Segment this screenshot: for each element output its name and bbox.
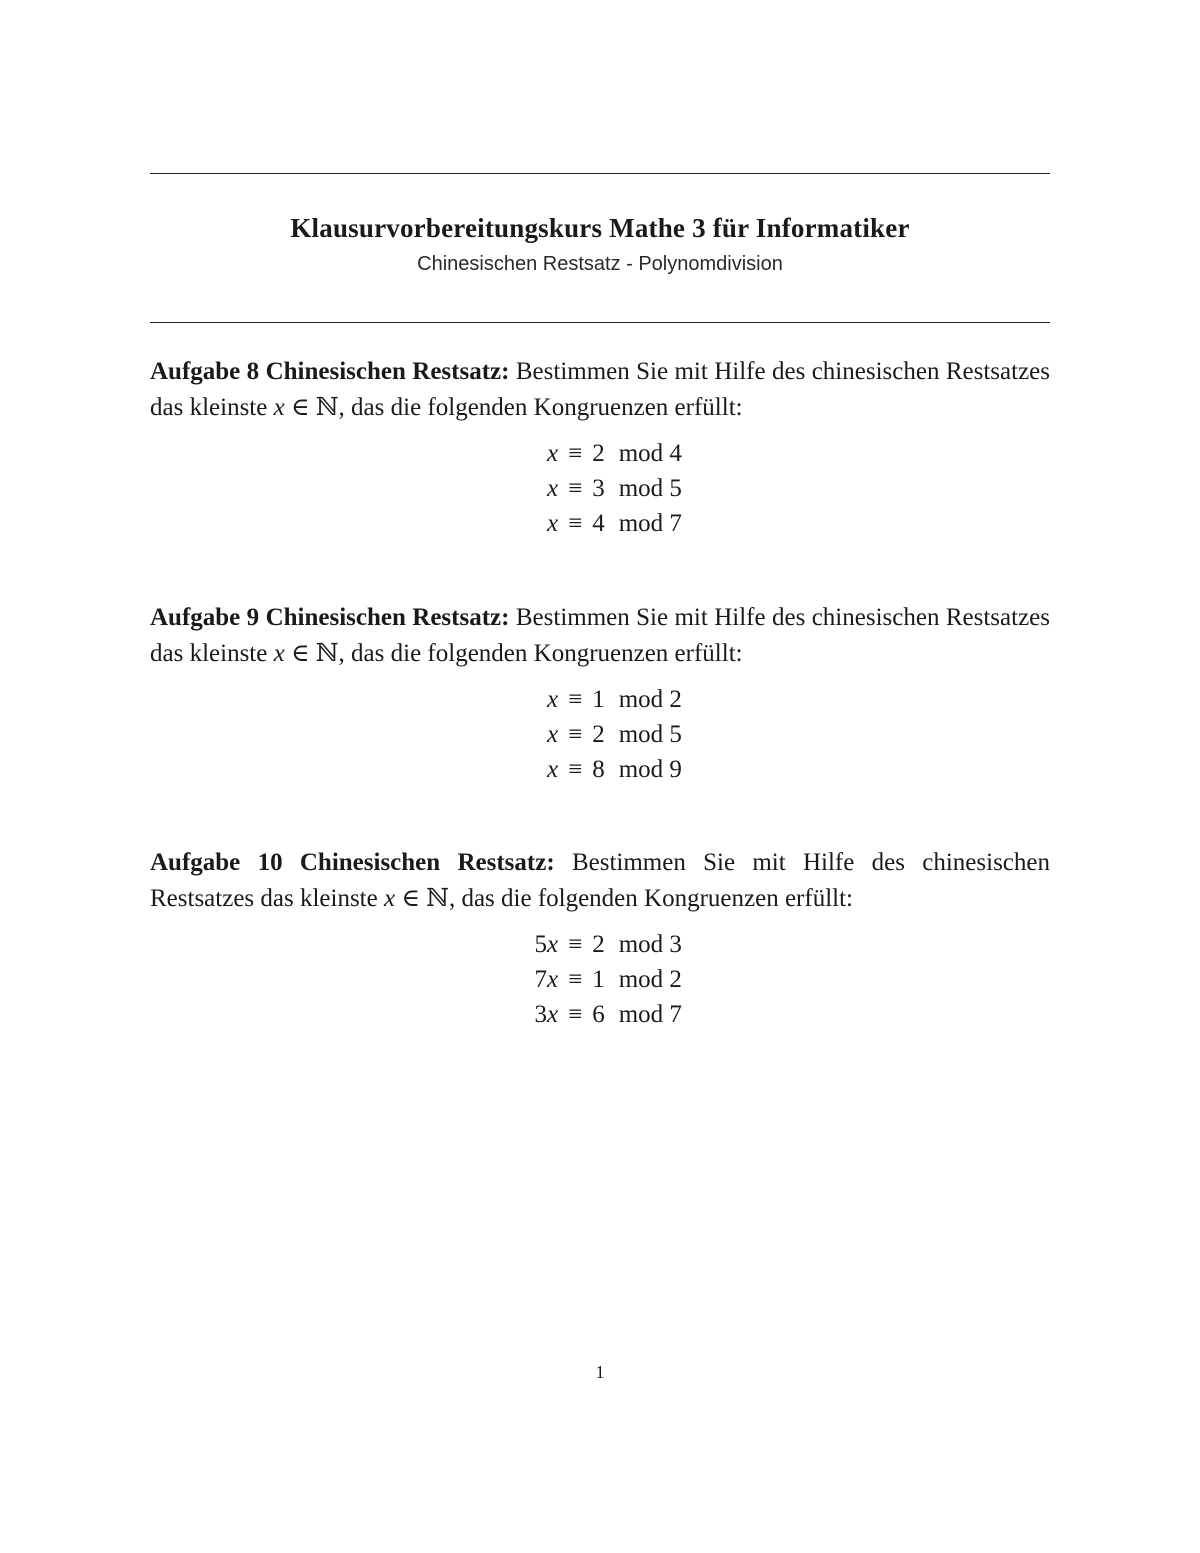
task-10-variable: x xyxy=(383,885,396,912)
congruence-coefficient: 3 xyxy=(534,1001,547,1028)
congruence-modulus: mod 4 xyxy=(618,440,682,467)
congruence-remainder: 1 xyxy=(592,686,605,713)
congruence-remainder: 8 xyxy=(592,756,605,783)
congruence-modulus: mod 2 xyxy=(618,966,682,993)
congruence-symbol: ≡ xyxy=(568,756,583,783)
task-9-text-before: Bestimmen Sie mit Hilfe des chinesischen Restsatzes das kleinste xyxy=(150,604,1050,667)
congruence-modulus: mod 7 xyxy=(618,1001,682,1028)
congruence-row xyxy=(150,436,1050,471)
congruence-modulus: mod 2 xyxy=(618,686,682,713)
task-10-text xyxy=(150,845,1050,917)
congruence-modulus: mod 3 xyxy=(618,931,682,958)
page-title: Klausurvorbereitungskurs Mathe 3 für Informatiker xyxy=(290,213,910,243)
congruence-row xyxy=(150,471,1050,506)
task-10 xyxy=(150,845,1050,1032)
task-10-heading: Aufgabe 10 Chinesischen Restsatz: xyxy=(150,849,555,876)
congruence-remainder: 2 xyxy=(592,721,605,748)
congruence-row xyxy=(150,752,1050,787)
congruence-modulus: mod 5 xyxy=(618,721,682,748)
task-9-congruences xyxy=(150,682,1050,787)
bottom-rule xyxy=(150,322,1050,323)
congruence-row xyxy=(150,682,1050,717)
congruence-symbol: ≡ xyxy=(568,475,583,502)
congruence-symbol: ≡ xyxy=(568,510,583,537)
congruence-variable: x xyxy=(546,440,559,467)
task-8-text xyxy=(150,354,1050,426)
task-9-variable: x xyxy=(273,640,285,667)
congruence-modulus: mod 7 xyxy=(618,510,682,537)
task-8-text-after: ∈ ℕ, das die folgenden Kongruenzen erfüllt: xyxy=(284,394,743,421)
congruence-variable: x xyxy=(546,931,559,958)
congruence-row xyxy=(150,717,1050,752)
task-9 xyxy=(150,600,1050,787)
task-9-text-after: ∈ ℕ, das die folgenden Kongruenzen erfüllt: xyxy=(284,640,743,667)
congruence-symbol: ≡ xyxy=(568,686,583,713)
congruence-remainder: 2 xyxy=(592,440,605,467)
congruence-variable: x xyxy=(546,966,559,993)
task-9-text xyxy=(150,600,1050,672)
top-rule xyxy=(150,173,1050,174)
congruence-modulus: mod 9 xyxy=(618,756,682,783)
task-10-text-after: ∈ ℕ, das die folgenden Kongruenzen erfüllt: xyxy=(395,885,853,912)
congruence-variable: x xyxy=(546,475,559,502)
congruence-modulus: mod 5 xyxy=(618,475,682,502)
congruence-symbol: ≡ xyxy=(568,931,583,958)
page-number: 1 xyxy=(595,1362,605,1382)
congruence-variable: x xyxy=(546,721,559,748)
congruence-remainder: 4 xyxy=(592,510,605,537)
congruence-row xyxy=(150,506,1050,541)
congruence-variable: x xyxy=(546,1001,559,1028)
congruence-symbol: ≡ xyxy=(568,721,583,748)
congruence-variable: x xyxy=(546,756,559,783)
congruence-remainder: 6 xyxy=(592,1001,605,1028)
task-10-text-before: Bestimmen Sie mit Hilfe des chinesischen Restsatzes das kleinste xyxy=(150,849,1050,912)
congruence-coefficient: 5 xyxy=(534,931,547,958)
task-10-congruences xyxy=(150,927,1050,1032)
congruence-variable: x xyxy=(546,510,559,537)
task-8-heading: Aufgabe 8 Chinesischen Restsatz: xyxy=(150,358,510,385)
task-8-congruences xyxy=(150,436,1050,541)
congruence-remainder: 3 xyxy=(592,475,605,502)
congruence-row xyxy=(150,962,1050,997)
congruence-remainder: 2 xyxy=(592,931,605,958)
congruence-symbol: ≡ xyxy=(568,1001,583,1028)
page-subtitle: Chinesischen Restsatz - Polynomdivision xyxy=(417,253,783,275)
task-8-text-before: Bestimmen Sie mit Hilfe des chinesischen Restsatzes das kleinste xyxy=(150,358,1050,421)
congruence-coefficient: 7 xyxy=(534,966,547,993)
document-page xyxy=(150,0,1050,1553)
task-8-variable: x xyxy=(273,394,285,421)
congruence-remainder: 1 xyxy=(592,966,605,993)
congruence-row xyxy=(150,927,1050,962)
task-8 xyxy=(150,354,1050,541)
task-9-heading: Aufgabe 9 Chinesischen Restsatz: xyxy=(150,604,510,631)
congruence-variable: x xyxy=(546,686,559,713)
congruence-row xyxy=(150,997,1050,1032)
title-block xyxy=(150,210,1050,278)
congruence-symbol: ≡ xyxy=(568,966,583,993)
congruence-symbol: ≡ xyxy=(568,440,583,467)
